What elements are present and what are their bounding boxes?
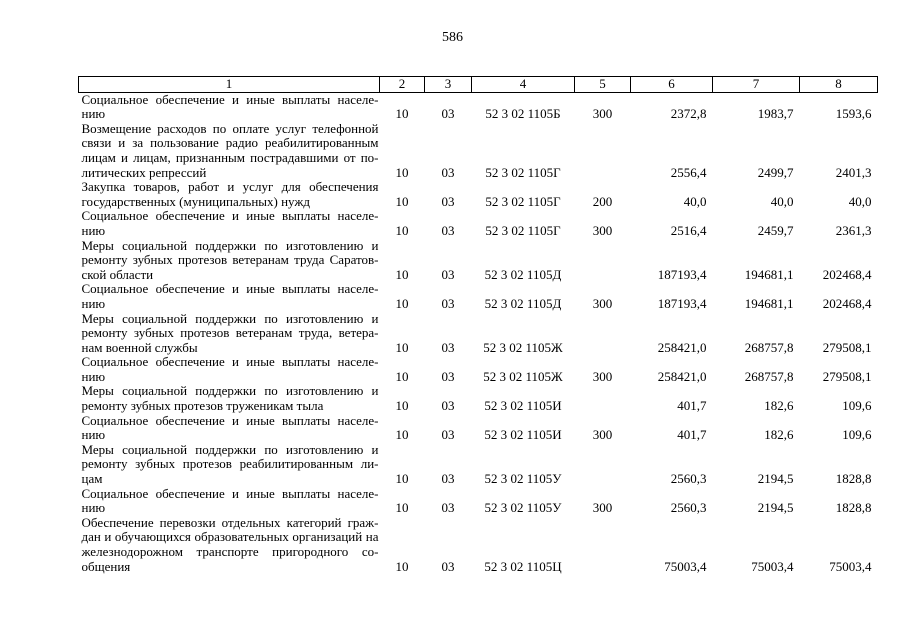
column-header: 5 <box>575 77 631 93</box>
row-amount-year2-cell: 268757,8 <box>744 339 794 355</box>
row-target-cell: 52 3 02 1105У <box>484 471 562 487</box>
row-section-cell: 10 <box>395 339 409 355</box>
row-amount-year3-cell: 202468,4 <box>822 266 872 282</box>
row-amount-year2-cell: 182,6 <box>764 398 794 414</box>
row-target-cell: 52 3 02 1105И <box>484 398 562 414</box>
table-row <box>79 282 878 311</box>
row-amount-year2-cell: 40,0 <box>770 193 794 209</box>
row-subsection-cell: 03 <box>441 398 455 414</box>
row-name-cell: Меры социальной поддержки по изготовлению и ремонту зубных протезов труженикам тыла <box>81 383 379 414</box>
row-amount-year3-cell: 202468,4 <box>822 295 872 311</box>
row-amount-year2-cell: 182,6 <box>764 427 794 443</box>
column-header: 8 <box>800 77 878 93</box>
row-section-cell: 10 <box>395 558 409 574</box>
row-amount-year3-cell: 1828,8 <box>835 471 872 487</box>
row-expense-type-cell: 300 <box>592 222 613 238</box>
row-expense-type-cell: 300 <box>592 427 613 443</box>
table-row <box>79 414 878 443</box>
row-amount-year3-cell: 279508,1 <box>822 339 872 355</box>
row-section-cell: 10 <box>395 427 409 443</box>
row-subsection-cell: 03 <box>441 266 455 282</box>
row-target-cell: 52 3 02 1105Д <box>484 266 562 282</box>
row-target-cell: 52 3 02 1105Б <box>485 106 561 122</box>
row-amount-year2-cell: 2459,7 <box>757 222 794 238</box>
table-row <box>79 384 878 413</box>
column-header: 1 <box>79 77 380 93</box>
row-section-cell: 10 <box>395 266 409 282</box>
row-subsection-cell: 03 <box>441 368 455 384</box>
row-section-cell: 10 <box>395 106 409 122</box>
row-target-cell: 52 3 02 1105Ж <box>483 339 563 355</box>
row-section-cell: 10 <box>395 500 409 516</box>
row-subsection-cell: 03 <box>441 471 455 487</box>
row-name-cell: Меры социальной поддержки по изготовлению и ремонту зубных протезов ветеранам труда, ветера-нам военной службы <box>81 310 379 355</box>
row-name-cell: Социальное обеспечение и иные выплаты населе-нию <box>81 354 379 384</box>
row-expense-type-cell: 300 <box>592 368 613 384</box>
row-amount-year2-cell: 75003,4 <box>751 558 794 574</box>
row-amount-year1-cell: 40,0 <box>683 193 707 209</box>
row-expense-type-cell <box>575 443 631 487</box>
row-target-cell: 52 3 02 1105У <box>484 500 562 516</box>
row-amount-year1-cell: 258421,0 <box>657 339 707 355</box>
table-header-row <box>79 77 878 93</box>
row-expense-type-cell: 200 <box>592 193 613 209</box>
row-target-cell: 52 3 02 1105Г <box>485 164 561 180</box>
row-amount-year2-cell: 268757,8 <box>744 368 794 384</box>
table-row <box>79 443 878 487</box>
row-amount-year1-cell: 2372,8 <box>670 106 707 122</box>
table-row <box>79 180 878 209</box>
table-row <box>79 122 878 180</box>
row-amount-year1-cell: 187193,4 <box>657 295 707 311</box>
row-expense-type-cell <box>575 312 631 356</box>
table-row <box>79 487 878 516</box>
row-amount-year1-cell: 258421,0 <box>657 368 707 384</box>
table-row <box>79 312 878 356</box>
row-amount-year2-cell: 2194,5 <box>757 500 794 516</box>
row-amount-year3-cell: 109,6 <box>842 427 872 443</box>
row-amount-year3-cell: 109,6 <box>842 398 872 414</box>
column-header: 3 <box>425 77 472 93</box>
row-target-cell: 52 3 02 1105Д <box>484 295 562 311</box>
row-amount-year2-cell: 1983,7 <box>757 106 794 122</box>
row-amount-year1-cell: 2560,3 <box>670 471 707 487</box>
page-number: 586 <box>442 30 463 45</box>
row-subsection-cell: 03 <box>441 339 455 355</box>
row-subsection-cell: 03 <box>441 558 455 574</box>
row-section-cell: 10 <box>395 295 409 311</box>
row-name-cell: Социальное обеспечение и иные выплаты населе-нию <box>81 412 379 443</box>
row-section-cell: 10 <box>395 471 409 487</box>
row-amount-year3-cell: 1828,8 <box>835 500 872 516</box>
row-expense-type-cell <box>575 239 631 283</box>
table-row <box>79 355 878 384</box>
row-subsection-cell: 03 <box>441 164 455 180</box>
row-amount-year1-cell: 401,7 <box>677 398 707 414</box>
budget-table <box>78 76 878 574</box>
row-name-cell: Социальное обеспечение и иные выплаты населе-нию <box>81 91 379 122</box>
row-target-cell: 52 3 02 1105Г <box>485 222 561 238</box>
table-row <box>79 239 878 283</box>
column-header: 6 <box>631 77 713 93</box>
column-header: 2 <box>380 77 425 93</box>
row-target-cell: 52 3 02 1105Г <box>485 193 561 209</box>
row-amount-year1-cell: 187193,4 <box>657 266 707 282</box>
row-amount-year1-cell: 75003,4 <box>664 558 707 574</box>
row-subsection-cell: 03 <box>441 500 455 516</box>
row-name-cell: Социальное обеспечение и иные выплаты населе-нию <box>81 208 379 238</box>
row-amount-year3-cell: 2361,3 <box>835 222 872 238</box>
row-amount-year3-cell: 75003,4 <box>829 558 872 574</box>
row-section-cell: 10 <box>395 222 409 238</box>
row-amount-year2-cell: 2194,5 <box>757 471 794 487</box>
row-amount-year2-cell: 194681,1 <box>744 266 794 282</box>
row-section-cell: 10 <box>395 368 409 384</box>
row-name-cell: Закупка товаров, работ и услуг для обеспечения государственных (муниципальных) нужд <box>81 179 379 209</box>
row-name-cell: Возмещение расходов по оплате услуг телефонной связи и за пользование радио реабилитированным лицам и лицам, признанным пострадавшими от по-литических репрессий <box>81 120 379 180</box>
row-name-cell: Обеспечение перевозки отдельных категорий граж-дан и обучающихся образовательных организаций на железнодорожном транспорте пригородного со-общения <box>81 514 379 574</box>
row-amount-year3-cell: 1593,6 <box>835 106 872 122</box>
row-amount-year2-cell: 194681,1 <box>744 295 794 311</box>
row-target-cell: 52 3 02 1105Ц <box>484 558 562 574</box>
column-header: 4 <box>472 77 575 93</box>
row-amount-year1-cell: 2556,4 <box>670 164 707 180</box>
row-amount-year3-cell: 40,0 <box>848 193 872 209</box>
row-expense-type-cell <box>575 384 631 413</box>
row-amount-year1-cell: 2560,3 <box>670 500 707 516</box>
row-name-cell: Социальное обеспечение и иные выплаты населе-нию <box>81 485 379 516</box>
row-amount-year3-cell: 2401,3 <box>835 164 872 180</box>
row-amount-year2-cell: 2499,7 <box>757 164 794 180</box>
table-body <box>79 92 878 574</box>
row-subsection-cell: 03 <box>441 427 455 443</box>
row-name-cell: Меры социальной поддержки по изготовлению и ремонту зубных протезов ветеранам труда Саратов-ской области <box>81 237 379 282</box>
row-expense-type-cell <box>575 122 631 180</box>
row-section-cell: 10 <box>395 398 409 414</box>
row-subsection-cell: 03 <box>441 222 455 238</box>
row-expense-type-cell: 300 <box>592 106 613 122</box>
row-name-cell: Социальное обеспечение и иные выплаты населе-нию <box>81 281 379 311</box>
row-section-cell: 10 <box>395 193 409 209</box>
row-subsection-cell: 03 <box>441 106 455 122</box>
row-amount-year1-cell: 401,7 <box>677 427 707 443</box>
row-target-cell: 52 3 02 1105Ж <box>483 368 563 384</box>
row-expense-type-cell: 300 <box>592 295 613 311</box>
row-subsection-cell: 03 <box>441 295 455 311</box>
row-amount-year1-cell: 2516,4 <box>670 222 707 238</box>
row-expense-type-cell: 300 <box>592 500 613 516</box>
table-row <box>79 516 878 574</box>
row-amount-year3-cell: 279508,1 <box>822 368 872 384</box>
column-header: 7 <box>713 77 800 93</box>
row-expense-type-cell <box>575 516 631 574</box>
row-subsection-cell: 03 <box>441 193 455 209</box>
table-row <box>79 92 878 122</box>
row-name-cell: Меры социальной поддержки по изготовлению и ремонту зубных протезов реабилитированным ли-цам <box>81 441 379 487</box>
row-target-cell: 52 3 02 1105И <box>484 427 562 443</box>
row-section-cell: 10 <box>395 164 409 180</box>
table-row <box>79 209 878 238</box>
